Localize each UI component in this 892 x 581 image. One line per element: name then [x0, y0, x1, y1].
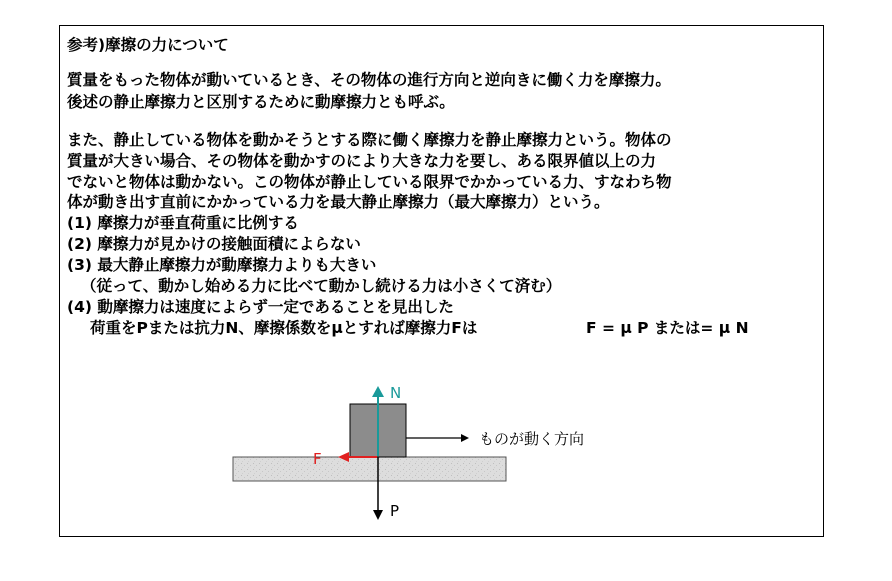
motion-direction-label: ものが動く方向 — [479, 430, 585, 448]
normal-force-label: N — [390, 384, 402, 402]
paragraph2-line2: 質量が大きい場合、その物体を動かすのにより大きな力を要し、ある限界値以上の力 — [67, 152, 657, 170]
normal-force-arrowhead — [372, 386, 384, 397]
paragraph2-line4: 体が動き出す直前にかかっている力を最大静止摩擦力（最大摩擦力）という。 — [67, 193, 610, 211]
law-item-1: (1) 摩擦力が垂直荷重に比例する — [67, 214, 299, 232]
formula-expression: F = μ P または= μ N — [586, 319, 749, 337]
friction-force-label: F — [313, 450, 322, 468]
law-item-3: (3) 最大静止摩擦力が動摩擦力よりも大きい — [67, 256, 377, 274]
heading: 参考)摩擦の力について — [67, 36, 229, 54]
paragraph1-line1: 質量をもった物体が動いているとき、その物体の進行方向と逆向きに働く力を摩擦力。 — [67, 71, 671, 89]
motion-arrowhead — [461, 434, 469, 442]
law-item-2: (2) 摩擦力が見かけの接触面積によらない — [67, 235, 361, 253]
law-item-3-note: （従って、動かし始める力に比べて動かし続ける力は小さくて済む） — [81, 277, 562, 295]
load-label: P — [390, 502, 400, 520]
paragraph2-line1: また、静止している物体を動かそうとする際に働く摩擦力を静止摩擦力という。物体の — [67, 131, 672, 149]
formula-intro: 荷重をPまたは抗力N、摩擦係数をμとすれば摩擦力Fは — [90, 319, 478, 337]
paragraph2-line3: でないと物体は動かない。この物体が静止している限界でかかっている力、すなわち物 — [67, 173, 672, 191]
ground-surface — [233, 457, 506, 481]
law-item-4: (4) 動摩擦力は速度によらず一定であることを見出した — [67, 298, 454, 316]
paragraph1-line2: 後述の静止摩擦力と区別するために動摩擦力とも呼ぶ。 — [67, 93, 455, 111]
load-arrowhead — [373, 510, 383, 520]
